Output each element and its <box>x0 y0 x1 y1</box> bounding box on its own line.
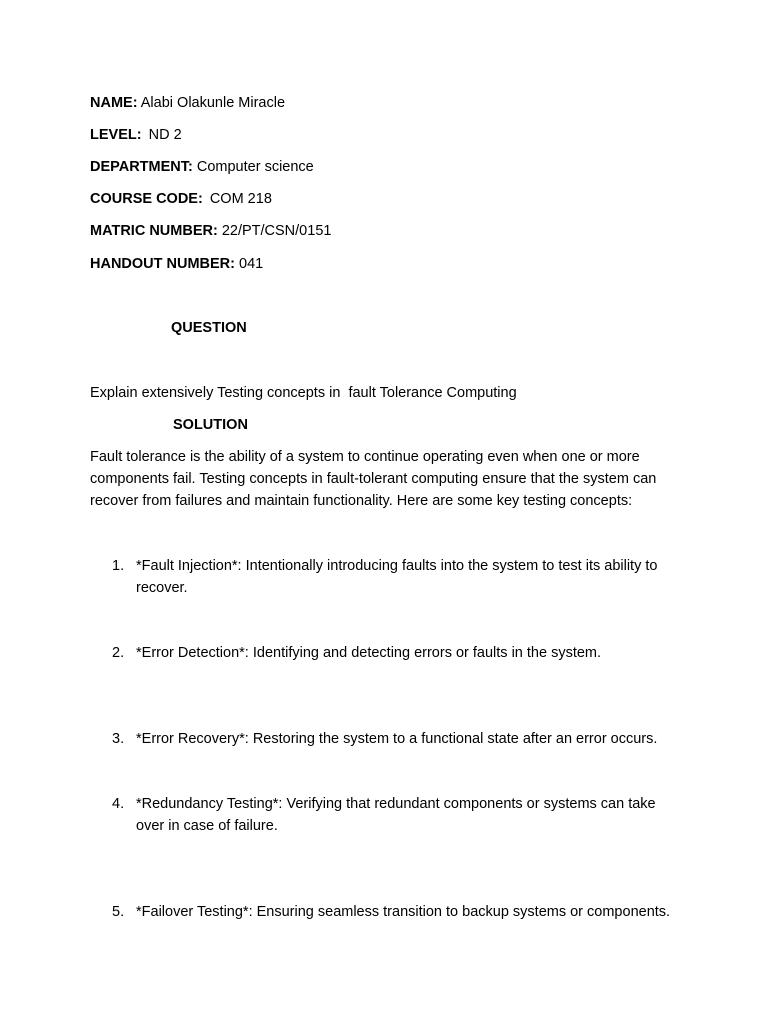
list-item-number: 4. <box>112 796 125 812</box>
list-item-number: 2. <box>112 645 125 661</box>
list-item-text: *Redundancy Testing*: Verifying that redundant components or systems can take over in case of failure. <box>136 796 656 834</box>
intro-paragraph: Fault tolerance is the ability of a system to continue operating even when one or more components fail. Testing concepts in fault-tolerant computing ensure that the system can recover from failures and maintain functionality. Here are some key testing concepts: <box>90 449 657 509</box>
level-value: ND 2 <box>148 127 182 143</box>
level-label: LEVEL: <box>90 127 142 143</box>
matric-line <box>90 220 331 242</box>
handout-value: 041 <box>239 256 264 272</box>
list-item-number: 3. <box>112 731 125 747</box>
course-code-line <box>90 188 272 210</box>
list-item-number: 5. <box>112 904 125 920</box>
question-heading: QUESTION <box>171 320 247 336</box>
list-item-text: *Failover Testing*: Ensuring seamless transition to backup systems or components. <box>136 904 671 920</box>
list-item-text: *Error Recovery*: Restoring the system to a functional state after an error occurs. <box>136 731 658 747</box>
matric-value: 22/PT/CSN/0151 <box>221 223 332 239</box>
list-item-text: *Error Detection*: Identifying and detecting errors or faults in the system. <box>136 645 602 661</box>
handout-line <box>90 253 263 275</box>
question-text: Explain extensively Testing concepts in fault Tolerance Computing <box>90 385 517 401</box>
course-code-value: COM 218 <box>209 191 272 207</box>
solution-heading: SOLUTION <box>173 417 248 433</box>
list-item-text: *Fault Injection*: Intentionally introducing faults into the system to test its ability to recover. <box>136 558 658 596</box>
name-label: NAME: <box>90 95 138 111</box>
department-line <box>90 156 314 178</box>
course-code-label: COURSE CODE: <box>90 191 203 207</box>
matric-label: MATRIC NUMBER: <box>90 223 218 239</box>
department-label: DEPARTMENT: <box>90 159 193 175</box>
level-line <box>90 124 182 146</box>
name-value: Alabi Olakunle Miracle <box>140 95 286 111</box>
name-line <box>90 92 285 114</box>
handout-label: HANDOUT NUMBER: <box>90 256 235 272</box>
department-value: Computer science <box>196 159 314 175</box>
list-item-number: 1. <box>112 558 125 574</box>
